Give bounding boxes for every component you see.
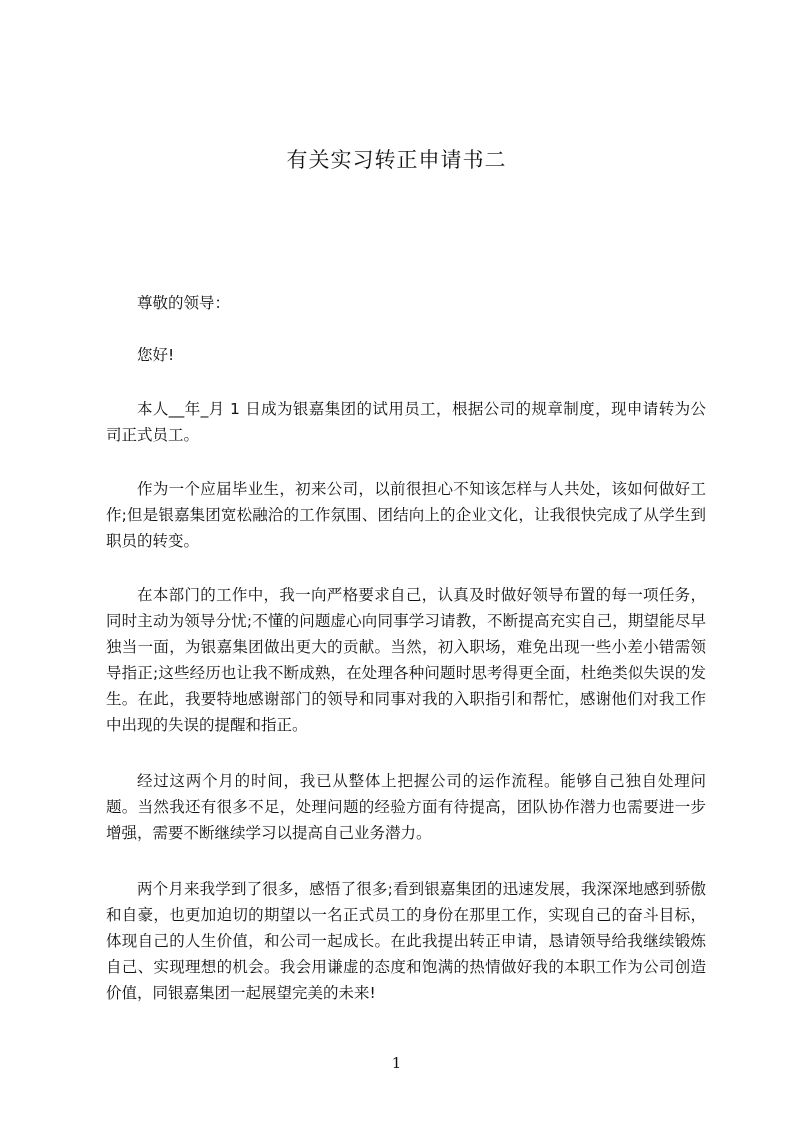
paragraph-2	[106, 476, 706, 554]
salutation-text: 尊敬的领导：	[137, 294, 231, 312]
greeting-line	[106, 342, 706, 368]
greeting-text: 您好!	[137, 346, 175, 364]
document-title: 有关实习转正申请书二	[286, 148, 507, 172]
paragraph-text: 作为一个应届毕业生，初来公司，以前很担心不知该怎样与人共处，该如何做好工作;但是银嘉集团宽松融洽的工作氛围、团结向上的企业文化，让我很快完成了从学生到职员的转变。	[106, 480, 706, 550]
paragraph-text: 在本部门的工作中，我一向严格要求自己，认真及时做好领导布置的每一项任务，同时主动为领导分忧;不懂的问题虚心向同事学习请教，不断提高充实自己，期望能尽早独当一面，为银嘉集团做出更大的贡献。当然，初入职场，难免出现一些小差小错需领导指正;这些经历也让我不断成熟，在处理各种问题时思考得更全面，杜绝类似失误的发生。在此，我要特地感谢部门的领导和同事对我的入职指引和帮忙，感谢他们对我工作中出现的失误的提醒和指正。	[106, 586, 706, 734]
paragraph-text: 两个月来我学到了很多，感悟了很多;看到银嘉集团的迅速发展，我深深地感到骄傲和自豪，也更加迫切的期望以一名正式员工的身份在那里工作，实现自己的奋斗目标，体现自己的人生价值，和公司一起成长。在此我提出转正申请，恳请领导给我继续锻炼自己、实现理想的机会。我会用谦虚的态度和饱满的热情做好我的本职工作为公司创造价值，同银嘉集团一起展望完美的未来!	[106, 880, 706, 1002]
paragraph-3	[106, 582, 706, 738]
salutation	[106, 290, 706, 316]
paragraph-5	[106, 876, 706, 1006]
paragraph-text: 经过这两个月的时间，我已从整体上把握公司的运作流程。能够自己独自处理问题。当然我还有很多不足，处理问题的经验方面有待提高，团队协作潜力也需要进一步增强，需要不断继续学习以提高自己业务潜力。	[106, 772, 706, 842]
paragraph-4	[106, 768, 706, 846]
paragraph-1	[106, 396, 706, 448]
paragraph-text: 本人__年_月 1 日成为银嘉集团的试用员工，根据公司的规章制度，现申请转为公司正式员工。	[106, 400, 706, 444]
page-number: 1	[391, 1054, 402, 1072]
